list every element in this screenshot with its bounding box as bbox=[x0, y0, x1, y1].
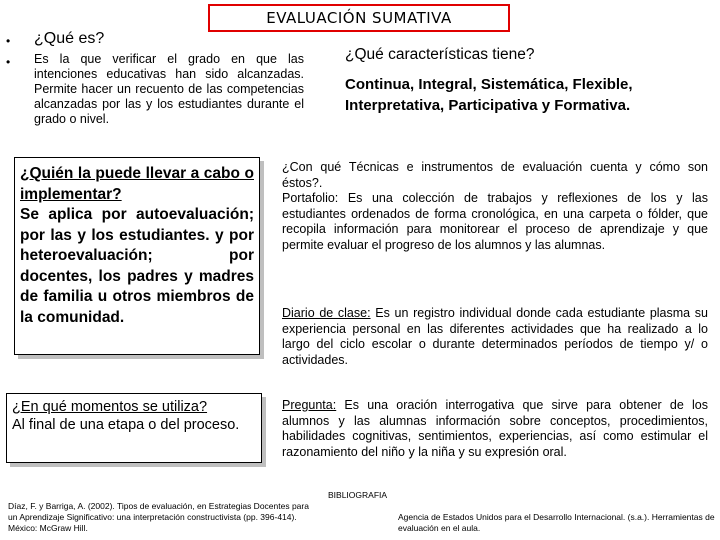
pregunta-section bbox=[282, 398, 708, 460]
when-box bbox=[6, 393, 262, 463]
title-box bbox=[208, 4, 510, 32]
when-text bbox=[12, 398, 256, 434]
reference-1: Díaz, F. y Barriga, A. (2002). Tipos de evaluación, en Estrategias Docentes para un Aprendizaje Significativo: una interpretación constructivista (pp. 396-414). México: McGraw Hill. bbox=[8, 501, 309, 533]
characteristics-question: ¿Qué características tiene? bbox=[345, 46, 535, 63]
page-title: EVALUACIÓN SUMATIVA bbox=[266, 9, 452, 27]
who-question: ¿Quién la puede llevar a cabo o implementar? bbox=[20, 165, 254, 203]
pregunta-text: Es una oración interrogativa que sirve para obtener de los alumnos y las alumnas información sobre conceptos, procedimientos, habilidades cognitivas, sentimientos, experiencias, así como estimular el razonamiento del niño y la niña y su expresión oral. bbox=[282, 398, 708, 459]
diario-text: Es un registro individual donde cada estudiante plasma su experiencia personal en las diferentes actividades que ha realizado a lo largo del ciclo escolar o durante determinados períodos de tiempo y/ o actividades. bbox=[282, 306, 708, 367]
pregunta-label: Pregunta: bbox=[282, 398, 337, 412]
diario-label: Diario de clase: bbox=[282, 306, 371, 320]
bibliography-heading: BIBLIOGRAFIA bbox=[328, 490, 388, 500]
portafolio-text: Es una colección de trabajos y reflexiones de los y las estudiantes ordenados de forma cronológica, en una carpeta o fólder, que recopila información para monitorear el proceso de aprendizaje y que permite evaluar el progreso de los alumnos y las alumnas. bbox=[282, 191, 708, 252]
bullet: • bbox=[6, 34, 11, 48]
characteristics-answer: Continua, Integral, Sistemática, Flexible, Interpretativa, Participativa y Formativa. bbox=[345, 76, 633, 114]
when-answer: Al final de una etapa o del proceso. bbox=[12, 417, 240, 433]
portafolio-label: Portafolio: bbox=[282, 191, 339, 205]
techniques-question: ¿Con qué Técnicas e instrumentos de evaluación cuenta y cómo son éstos?. bbox=[282, 160, 708, 190]
when-question: ¿En qué momentos se utiliza? bbox=[12, 399, 208, 415]
what-is-answer: Es la que verificar el grado en que las intenciones educativas han sido alcanzadas. Permite hacer un recuento de las competencias alcanzadas por las y los estudiantes durante el grado o nivel. bbox=[34, 52, 304, 126]
diario-section bbox=[282, 306, 708, 368]
who-box bbox=[14, 157, 260, 355]
who-text bbox=[20, 164, 254, 328]
who-answer: Se aplica por autoevaluación; por las y los estudiantes. y por heteroevaluación; por docentes, los padres y madres de familia u otros miembros de la comunidad. bbox=[20, 206, 254, 326]
bullet: • bbox=[6, 55, 11, 69]
what-is-question: ¿Qué es? bbox=[34, 30, 105, 47]
reference-2: Agencia de Estados Unidos para el Desarrollo Internacional. (s.a.). Herramientas de evaluación en el aula. bbox=[398, 512, 715, 533]
techniques-section bbox=[282, 160, 708, 253]
